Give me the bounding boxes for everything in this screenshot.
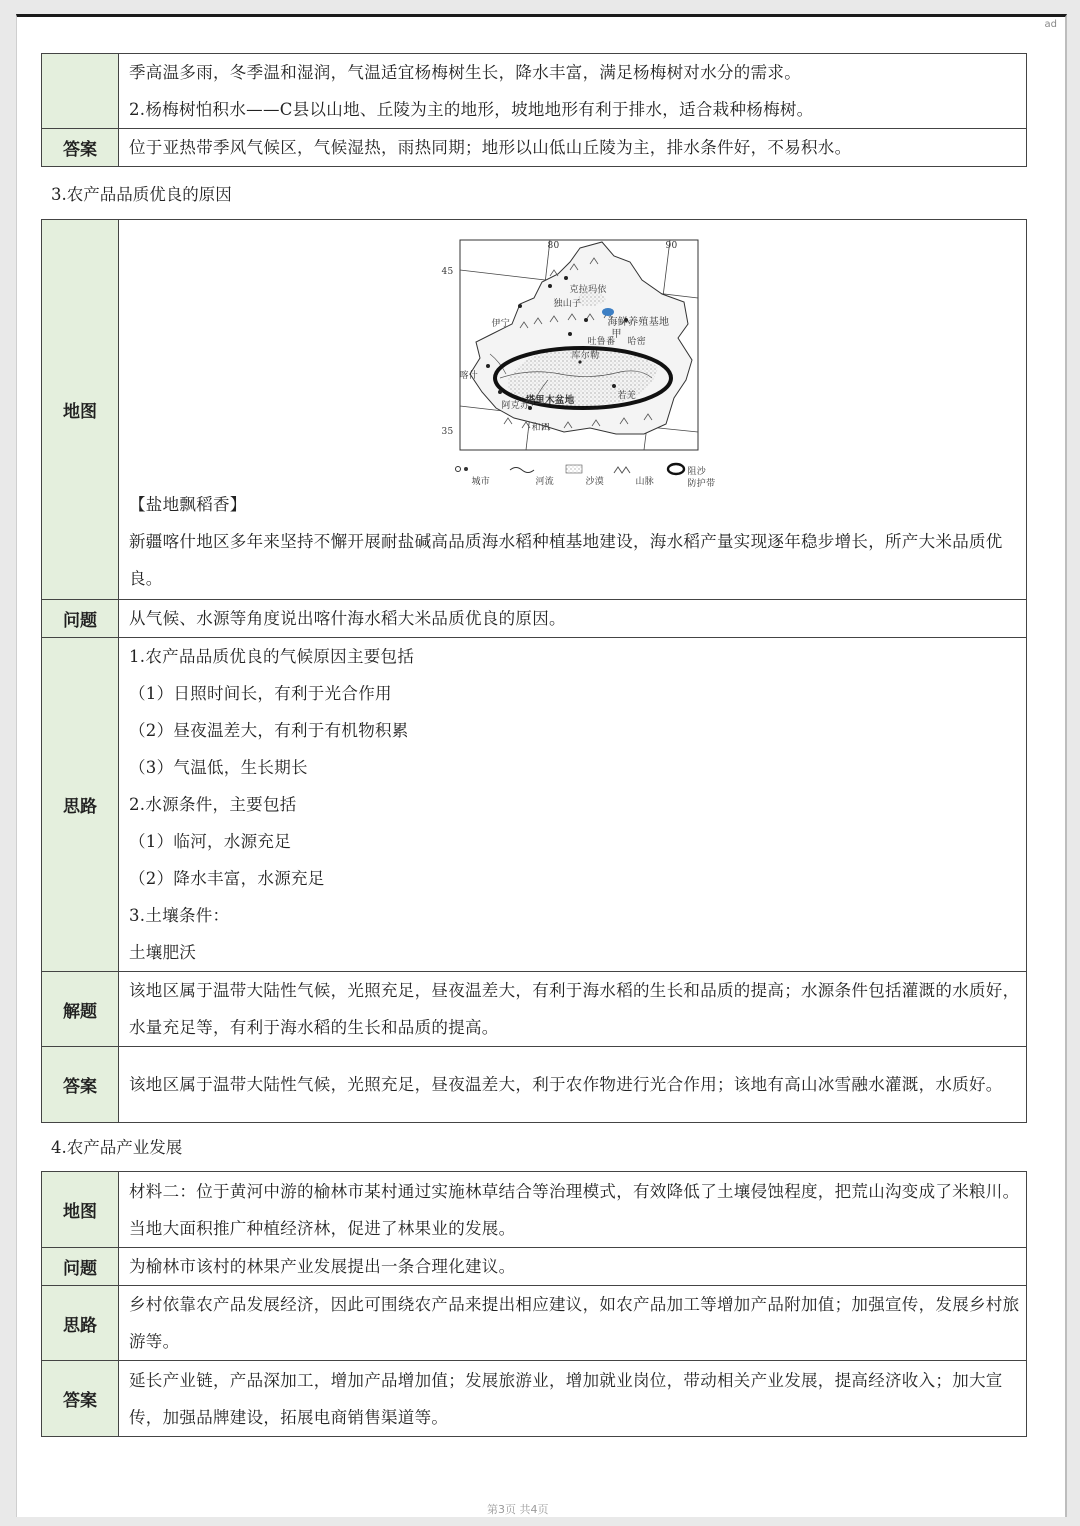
reasoning-label: 思路 xyxy=(42,1286,119,1361)
material-text: 材料二：位于黄河中游的榆林市某村通过实施林草结合等治理模式，有效降低了土壤侵蚀程度，把荒山沟变成了米粮川。当地大面积推广种植经济林，促进了林果业的发展。 xyxy=(119,1172,1027,1248)
answer-label: 答案 xyxy=(42,1361,119,1437)
reasoning-item: （3）气温低，生长期长 xyxy=(129,758,308,777)
reasoning-list xyxy=(119,638,1027,972)
question-text: 为榆林市该村的林果产业发展提出一条合理化建议。 xyxy=(119,1248,1027,1286)
legend-belt-1: 阻沙 xyxy=(687,467,707,477)
material-title: 【盐地飘稻香】 xyxy=(129,495,247,514)
map-jia-label: 甲 xyxy=(611,329,622,340)
xinjiang-map xyxy=(430,228,720,489)
map-place-2: 伊宁 xyxy=(491,319,511,329)
reasoning-item: 土壤肥沃 xyxy=(129,943,197,962)
map-basin-label: 塔里木盆地 xyxy=(525,395,575,406)
question-text: 从气候、水源等角度说出喀什海水稻大米品质优良的原因。 xyxy=(119,600,1027,638)
table-section2-tail xyxy=(41,53,1027,167)
legend-belt-2: 防护带 xyxy=(687,479,716,489)
map-place-1: 克拉玛依 xyxy=(569,285,607,295)
map-place-6: 哈密 xyxy=(627,337,647,347)
section4-heading: 4.农产品产业发展 xyxy=(51,1138,183,1157)
reasoning-line-1: 季高温多雨，冬季温和湿润，气温适宜杨梅树生长，降水丰富，满足杨梅树对水分的需求。 xyxy=(129,63,801,82)
map-place-7: 喀什 xyxy=(459,371,479,381)
reasoning-item: 1.农产品品质优良的气候原因主要包括 xyxy=(129,647,415,666)
table-section3 xyxy=(41,219,1027,1123)
lat-label-35: 35 xyxy=(441,427,454,437)
reasoning-item: 3.土壤条件： xyxy=(129,906,230,925)
question-label: 问题 xyxy=(42,600,119,638)
page-footer: 第3页 共4页 xyxy=(487,1503,549,1516)
answer-text: 位于亚热带季风气候区，气候湿热，雨热同期；地形以山低山丘陵为主，排水条件好，不易积水。 xyxy=(119,129,1027,167)
reasoning-text: 乡村依靠农产品发展经济，因此可围绕农产品来提出相应建议，如农产品加工等增加产品附加值；加强宣传，发展乡村旅游等。 xyxy=(119,1286,1027,1361)
reasoning-item: （1）日照时间长，有利于光合作用 xyxy=(129,684,392,703)
answer-text: 延长产业链，产品深加工，增加产品增加值；发展旅游业，增加就业岗位，带动相关产业发展，提高经济收入；加大宣传，加强品牌建设，拓展电商销售渠道等。 xyxy=(119,1361,1027,1437)
material-text: 新疆喀什地区多年来坚持不懈开展耐盐碱高品质海水稻种植基地建设，海水稻产量实现逐年稳步增长，所产大米品质优良。 xyxy=(129,532,1003,588)
question-label: 问题 xyxy=(42,1248,119,1286)
answer-label: 答案 xyxy=(42,129,119,167)
map-place-10: 阿克苏 xyxy=(501,401,530,411)
document-page xyxy=(16,14,1067,1517)
legend-mountain: 山脉 xyxy=(635,477,655,487)
legend-river: 河流 xyxy=(535,477,555,487)
reasoning-item: 2.水源条件，主要包括 xyxy=(129,795,297,814)
map-place-3: 独山子 xyxy=(553,299,582,309)
map-label: 地图 xyxy=(42,220,119,600)
legend-city: 城市 xyxy=(471,477,491,487)
map-label: 地图 xyxy=(42,1172,119,1248)
reasoning-cell xyxy=(119,54,1027,129)
map-place-4: 库尔勒 xyxy=(571,351,600,361)
map-cell xyxy=(119,220,1027,600)
solution-label: 解题 xyxy=(42,972,119,1047)
lon-label-80: 80 xyxy=(547,241,560,251)
reasoning-label: 思路 xyxy=(42,638,119,972)
map-place-8: 和田 xyxy=(531,423,551,433)
map-place-5: 吐鲁番 xyxy=(587,337,616,347)
map-base-label: 海鲜养殖基地 xyxy=(607,317,670,328)
legend-desert: 沙漠 xyxy=(585,477,605,487)
lat-label-45: 45 xyxy=(441,267,454,277)
table-section4 xyxy=(41,1171,1027,1437)
reasoning-item: （1）临河，水源充足 xyxy=(129,832,291,851)
lon-label-90: 90 xyxy=(665,241,678,251)
solution-text: 该地区属于温带大陆性气候，光照充足，昼夜温差大，有利于海水稻的生长和品质的提高；水源条件包括灌溉的水质好，水量充足等，有利于海水稻的生长和品质的提高。 xyxy=(119,972,1027,1047)
answer-label: 答案 xyxy=(42,1047,119,1123)
reasoning-item: （2）降水丰富，水源充足 xyxy=(129,869,325,888)
reasoning-line-2: 2.杨梅树怕积水——C县以山地、丘陵为主的地形，坡地地形有利于排水，适合栽种杨梅树。 xyxy=(129,100,814,119)
answer-text: 该地区属于温带大陆性气候，光照充足，昼夜温差大，利于农作物进行光合作用；该地有高山冰雪融水灌溉，水质好。 xyxy=(119,1047,1027,1123)
reasoning-label-cell xyxy=(42,54,119,129)
section3-heading: 3.农产品品质优良的原因 xyxy=(51,185,232,204)
reasoning-item: （2）昼夜温差大，有利于有机物积累 xyxy=(129,721,409,740)
corner-mark: ad xyxy=(1044,19,1057,30)
map-place-9: 若羌 xyxy=(617,391,637,401)
